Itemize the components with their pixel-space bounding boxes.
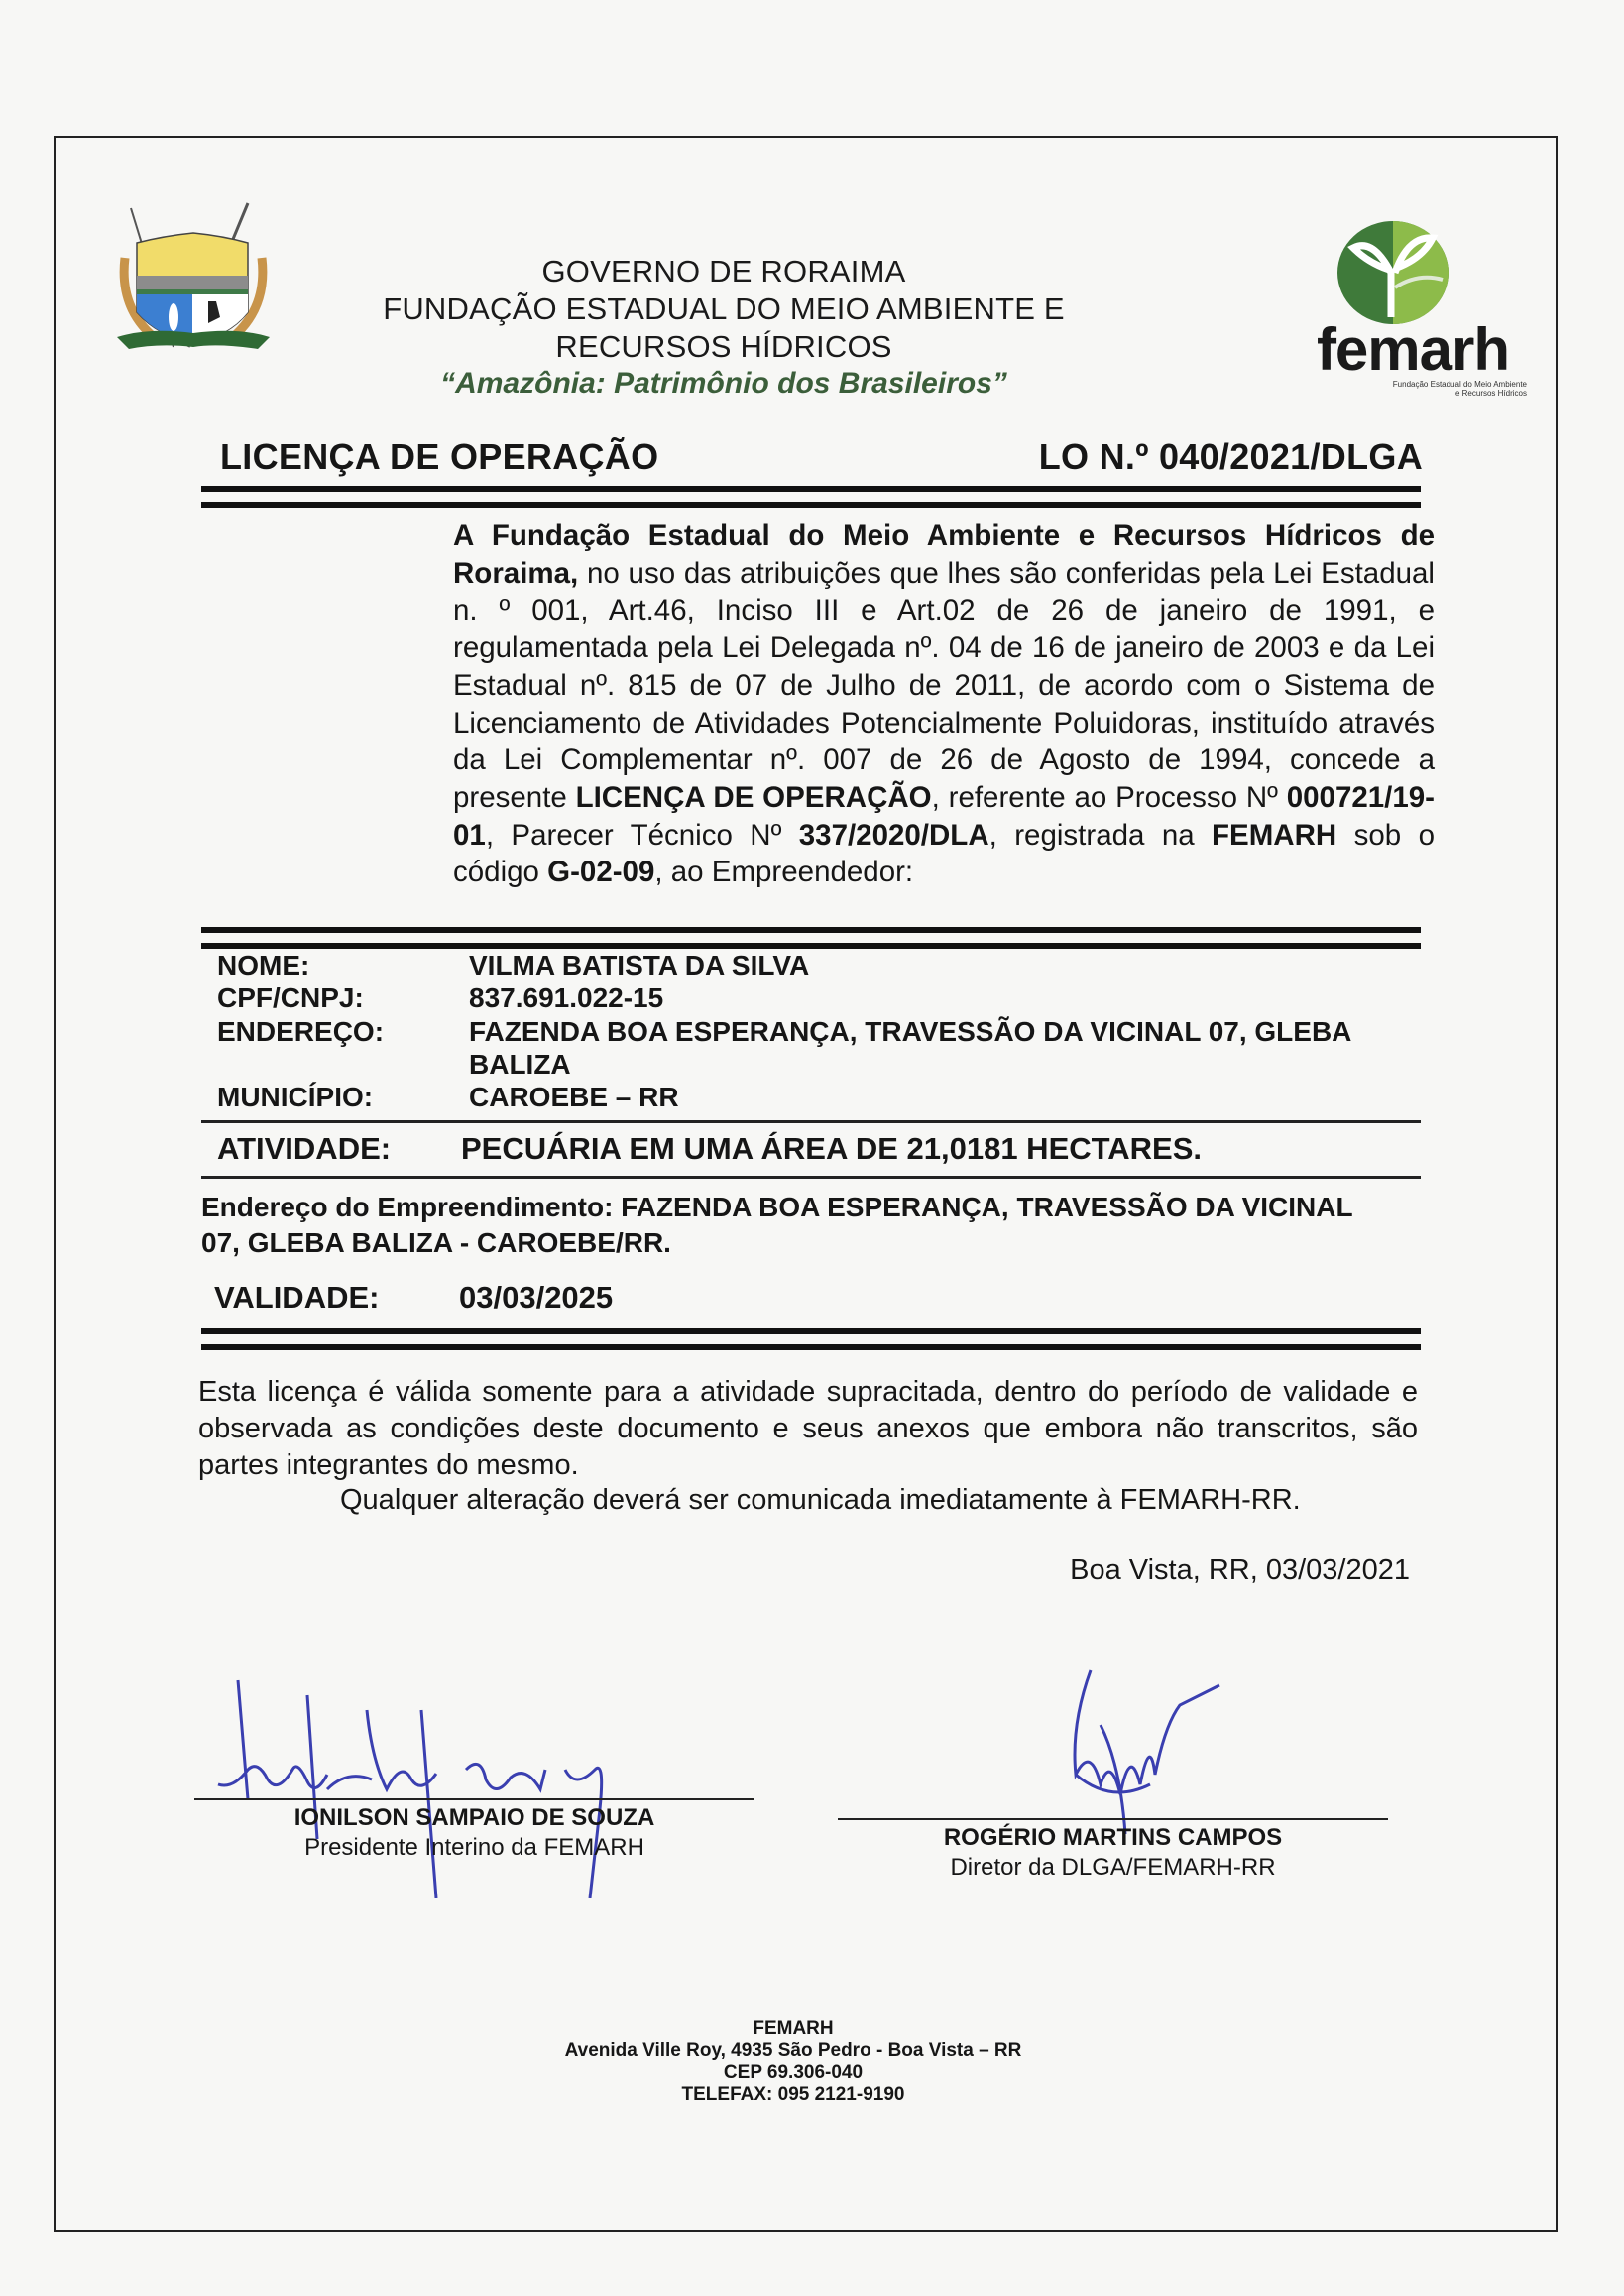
municipality-label: MUNICÍPIO:	[217, 1082, 374, 1112]
enterprise-address-line1: Endereço do Empreendimento: FAZENDA BOA ESPERANÇA, TRAVESSÃO DA VICINAL	[201, 1192, 1353, 1222]
address-value-line1: FAZENDA BOA ESPERANÇA, TRAVESSÃO DA VICINAL 07, GLEBA	[469, 1016, 1352, 1047]
signature-2-icon	[1031, 1665, 1249, 1844]
signer-1-role: Presidente Interino da FEMARH	[304, 1834, 644, 1861]
footer-org: FEMARH	[753, 2018, 834, 2039]
intro-paragraph	[453, 517, 1435, 891]
femarh-subtitle-1: Fundação Estadual do Meio Ambiente	[1392, 380, 1527, 389]
intro-bold-lead: A Fundação Estadual do Meio Ambiente e Recursos Hídricos de Roraima,	[453, 519, 1435, 590]
signer-1-name: IONILSON SAMPAIO DE SOUZA	[293, 1804, 655, 1831]
intro-text-6: , ao Empreendedor:	[654, 856, 914, 889]
double-rule-top	[201, 486, 1421, 508]
activity-value: PECUÁRIA EM UMA ÁREA DE 21,0181 HECTARES.	[461, 1131, 1203, 1166]
validity-label: VALIDADE:	[214, 1280, 380, 1315]
header-resources: RECURSOS HÍDRICOS	[555, 329, 892, 364]
femarh-wordmark: femarh	[1316, 316, 1510, 383]
intro-text-2: , referente ao Processo Nº	[931, 780, 1287, 814]
rule-activity-top	[201, 1120, 1421, 1123]
cpf-label: CPF/CNPJ:	[217, 982, 364, 1013]
double-rule-terms	[201, 1328, 1421, 1350]
municipality-value: CAROEBE – RR	[469, 1082, 679, 1112]
document-title: LICENÇA DE OPERAÇÃO	[220, 436, 659, 477]
cpf-value: 837.691.022-15	[469, 982, 664, 1013]
intro-bold-license: LICENÇA DE OPERAÇÃO	[575, 780, 932, 814]
intro-text-5: sob o código	[453, 818, 1435, 889]
process-number: 000721/19-01	[453, 780, 1435, 852]
registration-code: G-02-09	[547, 856, 655, 889]
intro-text-4: , registrada na	[988, 818, 1213, 852]
name-value: VILMA BATISTA DA SILVA	[469, 950, 810, 980]
intro-bold-femarh: FEMARH	[1212, 818, 1337, 852]
crest-heron	[169, 303, 178, 331]
signer-2-name: ROGÉRIO MARTINS CAMPOS	[943, 1824, 1283, 1851]
roraima-crest-icon	[109, 198, 278, 357]
footer-address: Avenida Ville Roy, 4935 São Pedro - Boa Vista – RR	[564, 2040, 1022, 2061]
name-label: NOME:	[217, 950, 310, 980]
technical-opinion-number: 337/2020/DLA	[798, 818, 989, 852]
signer-2-role: Diretor da DLGA/FEMARH-RR	[950, 1854, 1276, 1881]
footer-cep: CEP 69.306-040	[723, 2062, 864, 2083]
femarh-leaf-icon	[1334, 218, 1452, 327]
double-rule-holder	[201, 927, 1421, 949]
crest-mountains	[137, 276, 248, 289]
address-value-line2: BALIZA	[469, 1049, 571, 1080]
intro-text-1: no uso das atribuições que lhes são conferidas pela Lei Estadual n. º 001, Art.46, Inciso III e Art.02 de 26 de janeiro de 1991, e regulamentada pela Lei Delegada nº. 04 de 16 de janeiro de 2003 e da Lei Estadual nº. 815 de 07 de Julho de 2011, de acordo com o Sistema de Licenciamento de Atividades Potencialmente Poluidoras, instituído através da Lei Complementar nº. 007 de 26 de Agosto de 1994, concede a presente	[453, 556, 1435, 814]
change-notice: Qualquer alteração deverá ser comunicada imediatamente à FEMARH-RR.	[340, 1484, 1301, 1516]
terms-paragraph: Esta licença é válida somente para a atividade supracitada, dentro do período de validade e observada as condições deste documento e seus anexos que embora não transcritos, são partes integrantes do mesmo.	[198, 1376, 1418, 1481]
validity-value: 03/03/2025	[459, 1280, 614, 1315]
place-date: Boa Vista, RR, 03/03/2021	[1070, 1554, 1410, 1586]
femarh-subtitle-2: e Recursos Hídricos	[1454, 389, 1527, 398]
rule-activity-bottom	[201, 1176, 1421, 1179]
activity-label: ATIVIDADE:	[217, 1131, 392, 1166]
crest-ribbon	[117, 331, 270, 349]
license-number: LO N.º 040/2021/DLGA	[1038, 436, 1423, 477]
enterprise-address	[201, 1190, 1421, 1261]
signature-line-1	[194, 1798, 754, 1800]
header-government: GOVERNO DE RORAIMA	[541, 254, 906, 288]
footer-phone: TELEFAX: 095 2121-9190	[681, 2084, 905, 2105]
header-motto: “Amazônia: Patrimônio dos Brasileiros”	[440, 367, 1007, 400]
femarh-logo	[1289, 213, 1527, 402]
header-foundation: FUNDAÇÃO ESTADUAL DO MEIO AMBIENTE E	[383, 291, 1065, 326]
signature-1-icon	[198, 1670, 754, 1898]
intro-text-3: , Parecer Técnico Nº	[485, 818, 799, 852]
crest-river-band	[137, 289, 248, 294]
enterprise-address-line2: 07, GLEBA BALIZA - CAROEBE/RR.	[201, 1227, 671, 1258]
address-label: ENDEREÇO:	[217, 1016, 385, 1047]
signature-line-2	[838, 1818, 1388, 1820]
footer	[446, 2018, 1140, 2106]
